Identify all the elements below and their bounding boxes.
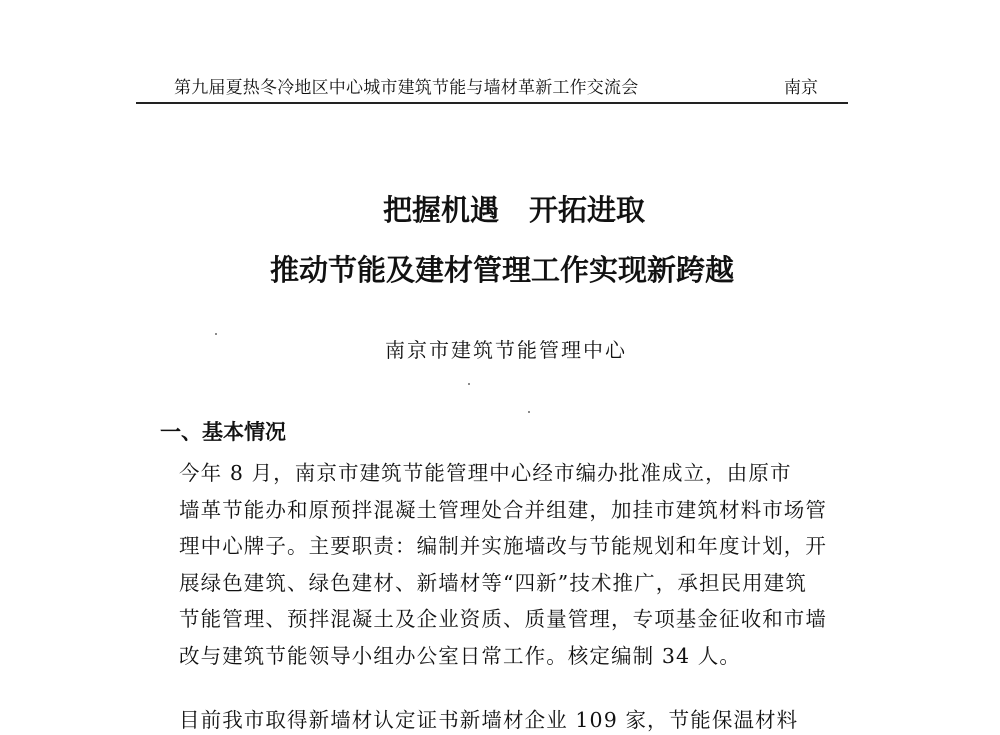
paragraph-line: 目前我市取得新墙材认定证书新墙材企业 109 家，节能保温材料 <box>179 708 799 732</box>
section-heading: 一、基本情况 <box>160 420 286 444</box>
header-conference-title: 第九届夏热冬冷地区中心城市建筑节能与墙材革新工作交流会 <box>174 78 639 98</box>
paragraph-line: 墙革节能办和原预拌混凝土管理处合并组建，加挂市建筑材料市场管 <box>179 497 827 522</box>
scan-speck <box>215 333 217 335</box>
scan-speck <box>528 411 530 413</box>
document-title-line-2: 推动节能及建材管理工作实现新跨越 <box>269 253 734 287</box>
paragraph-line: 节能管理、预拌混凝土及企业资质、质量管理，专项基金征收和市墙 <box>179 607 827 631</box>
paragraph-line: 理中心牌子。主要职责：编制并实施墙改与节能规划和年度计划，开 <box>179 534 827 558</box>
document-title-line-1 <box>0 192 1000 228</box>
body-paragraph-1 <box>138 455 854 674</box>
title-phrase-2: 开拓进取 <box>529 193 646 227</box>
author-organization: 南京市建筑节能管理中心 <box>385 338 627 362</box>
paragraph-line: 展绿色建筑、绿色建材、新墙材等“四新”技术推广，承担民用建筑 <box>179 570 807 595</box>
body-paragraph-2 <box>138 702 854 735</box>
header-city: 南京 <box>784 78 818 98</box>
paragraph-line: 今年 8 月，南京市建筑节能管理中心经市编办批准成立，由原市 <box>179 461 792 485</box>
running-header <box>136 78 848 104</box>
scan-speck <box>468 383 470 385</box>
title-phrase-1: 把握机遇 <box>382 193 499 227</box>
paragraph-line: 改与建筑节能领导小组办公室日常工作。核定编制 34 人。 <box>179 643 741 668</box>
